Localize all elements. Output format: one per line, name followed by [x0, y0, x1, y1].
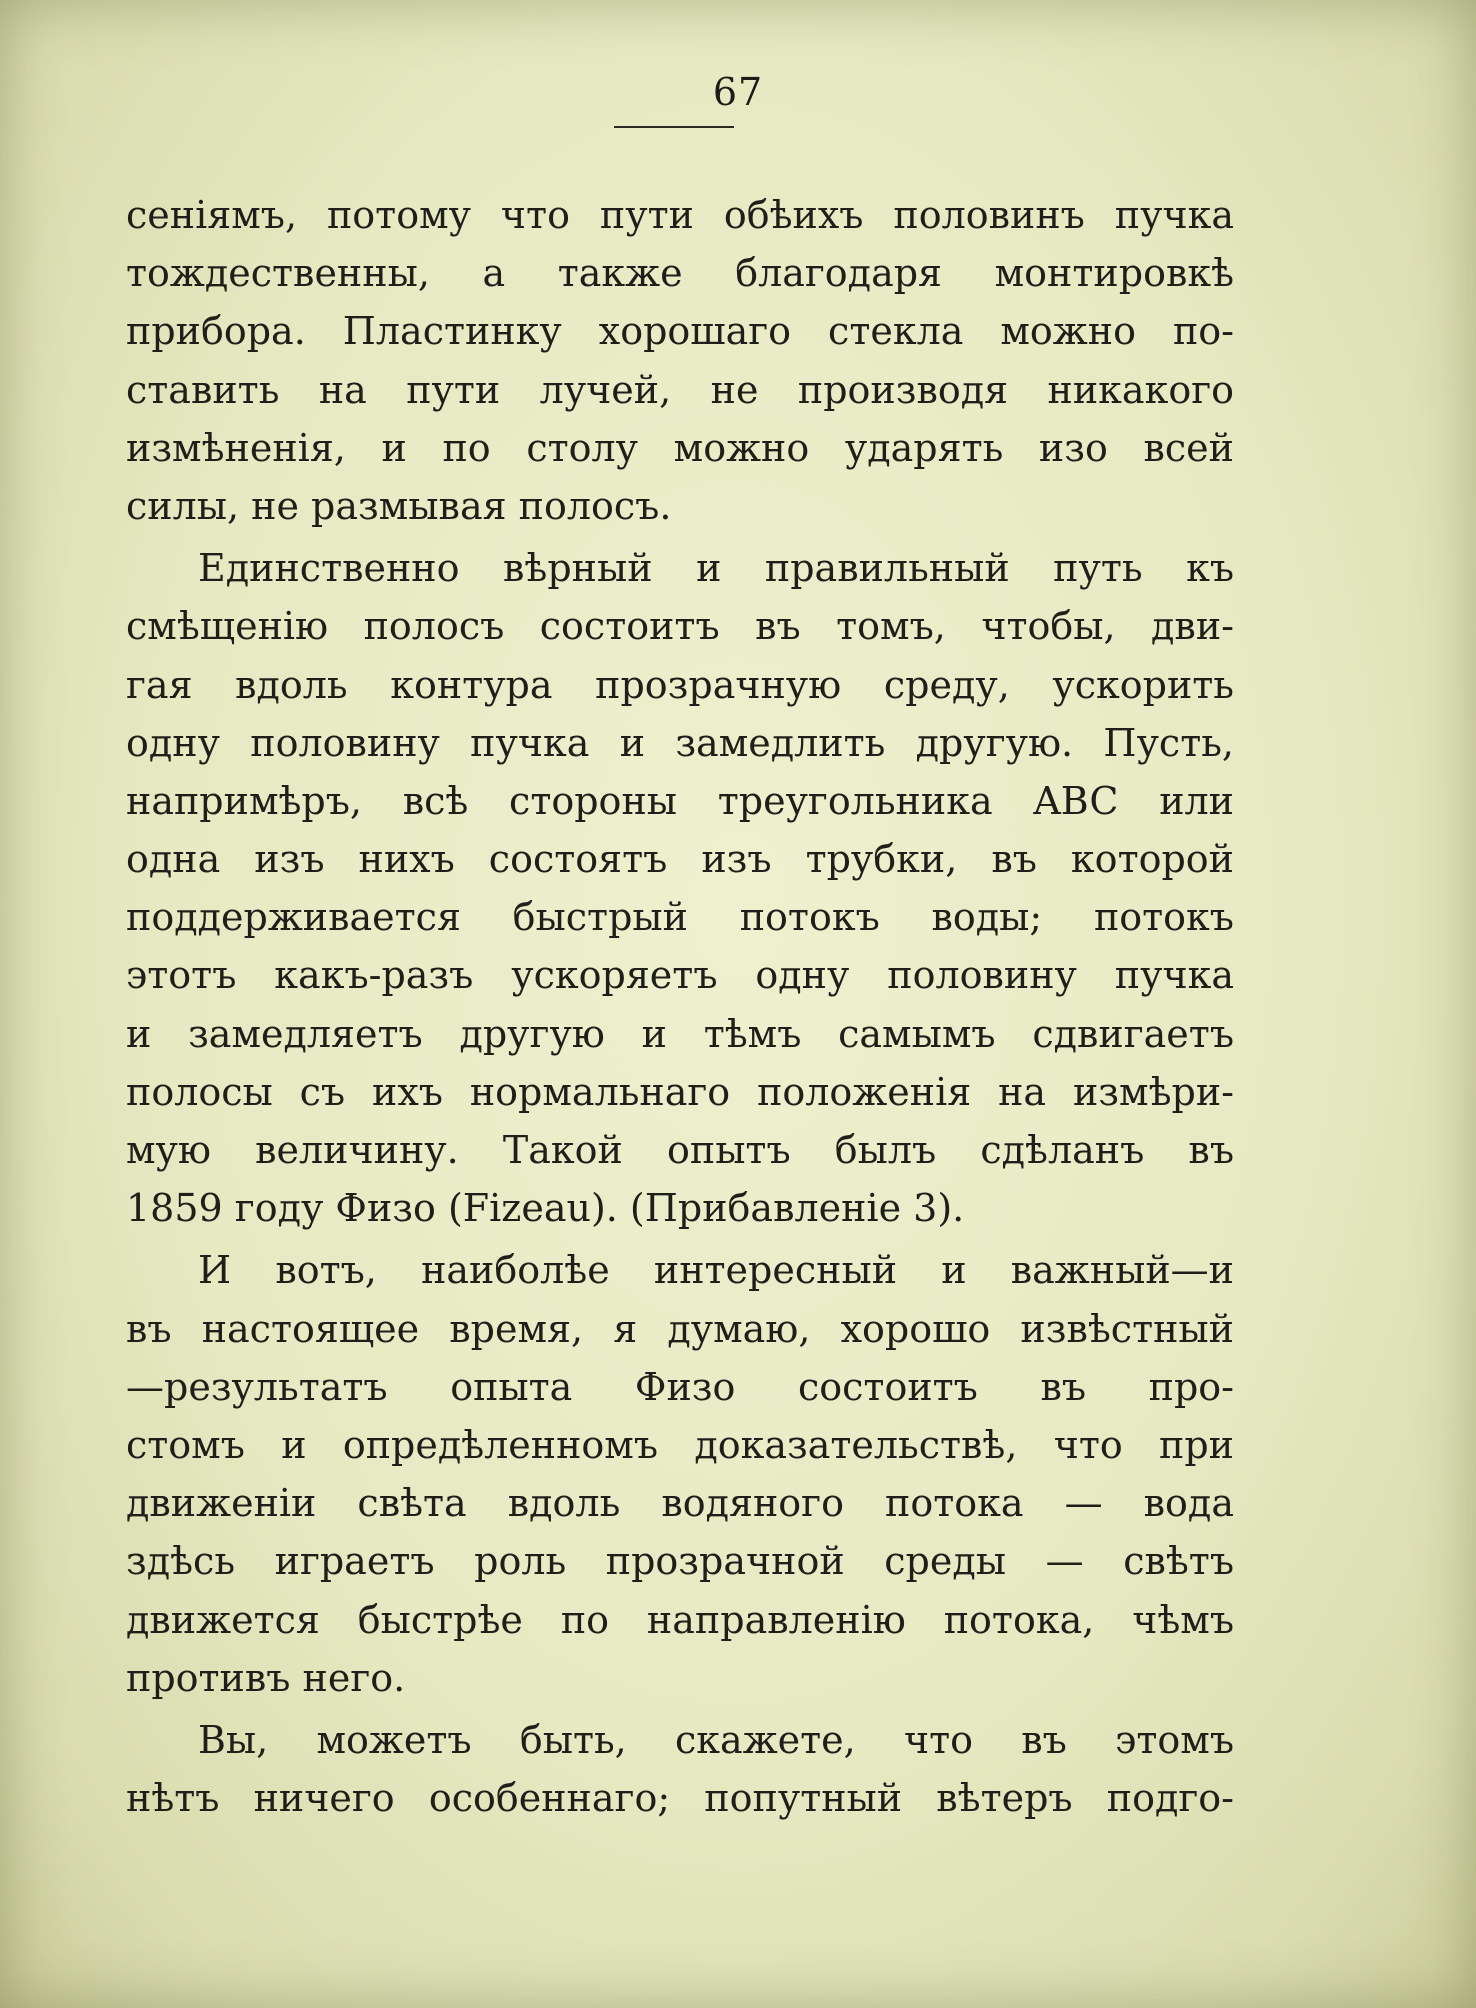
text-line: Единственно вѣрный и правильный путь къ	[198, 546, 1234, 591]
text-line: сеніямъ, потому что пути обѣихъ половинъ пучка	[126, 193, 1234, 237]
text-line: силы, не размывая полосъ.	[126, 483, 672, 528]
text-line: одну половину пучка и замедлить другую. Пусть,	[126, 720, 1234, 765]
body-text	[126, 186, 1234, 1827]
text-line: этотъ какъ-разъ ускоряетъ одну половину пучка	[126, 953, 1234, 998]
text-line: тождественны, а также благодаря монтировкѣ	[126, 251, 1234, 296]
text-line: нѣтъ ничего особеннаго; попутный вѣтеръ подго-	[126, 1776, 1234, 1821]
text-line: напримѣръ, всѣ стороны треугольника ABC или	[126, 778, 1234, 823]
text-line: противъ него.	[126, 1655, 406, 1700]
text-line: прибора. Пластинку хорошаго стекла можно по-	[126, 309, 1234, 354]
header-rule	[614, 126, 734, 128]
text-line: И вотъ, наиболѣе интересный и важный—и	[198, 1248, 1234, 1293]
text-line: гая вдоль контура прозрачную среду, ускорить	[126, 662, 1234, 707]
text-line: мую величину. Такой опытъ былъ сдѣланъ въ	[126, 1128, 1234, 1172]
paragraph	[126, 186, 1234, 535]
text-line: 1859 году Физо (Fizeau). (Прибавленіе 3).	[126, 1186, 965, 1231]
page-number: 67	[712, 70, 764, 114]
text-line: одна изъ нихъ состоятъ изъ трубки, въ которой	[126, 837, 1234, 882]
text-line: смѣщенію полосъ состоитъ въ томъ, чтобы, дви-	[126, 604, 1234, 649]
text-line: ставить на пути лучей, не производя никакого	[126, 367, 1234, 412]
text-line: полосы съ ихъ нормальнаго положенія на измѣри-	[126, 1069, 1234, 1114]
text-line: здѣсь играетъ роль прозрачной среды — свѣтъ	[126, 1539, 1234, 1584]
text-line: въ настоящее время, я думаю, хорошо извѣстный	[126, 1306, 1234, 1351]
paragraph	[126, 1711, 1234, 1827]
text-line: измѣненія, и по столу можно ударять изо всей	[126, 425, 1234, 470]
text-line: Вы, можетъ быть, скажете, что въ этомъ	[198, 1717, 1234, 1762]
paragraph	[126, 1241, 1234, 1707]
text-line: движется быстрѣе по направленію потока, чѣмъ	[126, 1597, 1234, 1642]
text-line: и замедляетъ другую и тѣмъ самымъ сдвигаетъ	[126, 1011, 1234, 1056]
text-line: стомъ и опредѣленномъ доказательствѣ, что при	[126, 1422, 1234, 1467]
paragraph	[126, 539, 1234, 1237]
text-line: поддерживается быстрый потокъ воды; потокъ	[126, 895, 1234, 940]
text-line: —результатъ опыта Физо состоитъ въ про-	[126, 1364, 1234, 1409]
text-line: движеніи свѣта вдоль водяного потока — вода	[126, 1481, 1234, 1526]
